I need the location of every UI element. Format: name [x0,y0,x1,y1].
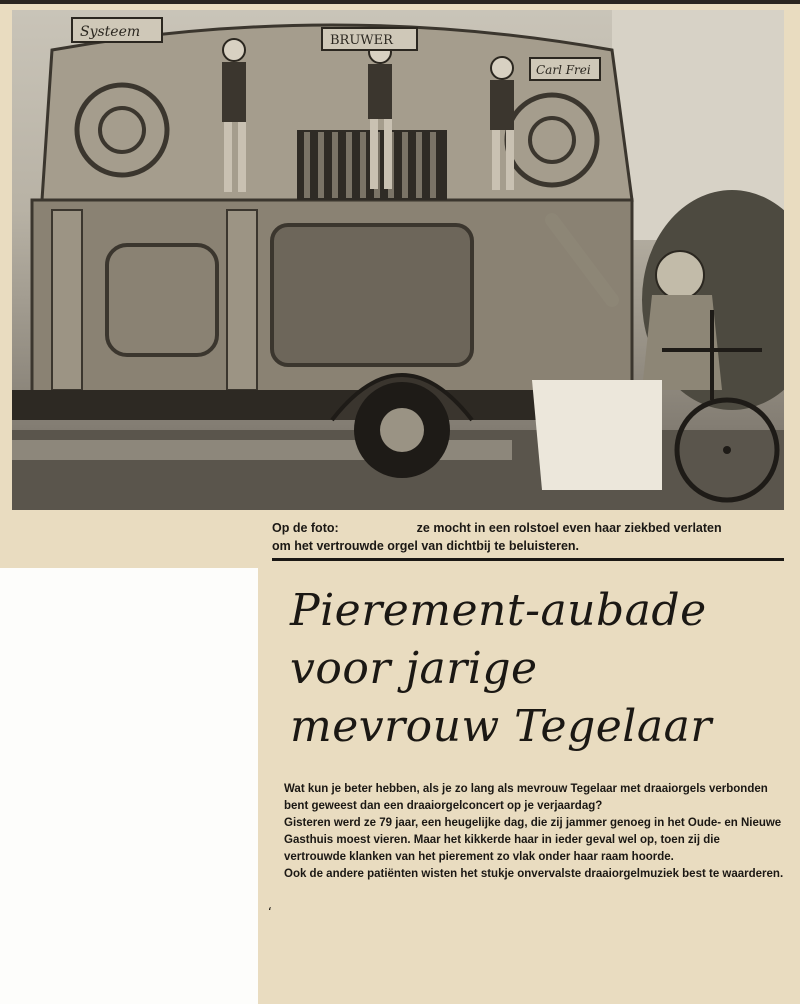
photo-barrel-organ [12,10,784,510]
caption-text-1: ze mocht in een rolstoel even haar ziekbed verlaten [416,521,722,535]
sign-right: Carl Frei [536,63,591,77]
caption-line-2: om het vertrouwde orgel van dichtbij te beluisteren. [272,539,580,553]
column-middle [227,210,257,390]
sign-center: BRUWER [330,33,393,48]
sign-left: Systeem [80,24,141,40]
blank-paper-area [0,568,258,1004]
divider-rule [272,558,784,561]
carved-panel-center [272,225,472,365]
caption-line-1 [272,519,782,537]
article-headline [290,582,780,756]
wheel-hub [380,408,424,452]
top-edge [0,0,800,4]
caption-label: Op de foto: [272,521,339,535]
article-body [284,781,784,883]
margin-mark: ʻ [268,905,272,919]
article-paragraph: Gisteren werd ze 79 jaar, een heugelijke dag, die zij jammer genoeg in het Oude- en Nieuwe Gasthuis moest vieren. Maar het kikkerde haar in ieder geval wel op, toen zij die vertrouwde klanken van het pierement zo vlak onder haar raam hoorde. [284,817,782,863]
headline-line-2: voor jarige [290,643,538,694]
headline-line-3: mevrouw Tegelaar [290,701,712,752]
column-left [52,210,82,390]
article-paragraph: Ook de andere patiënten wisten het stukje onvervalste draaiorgelmuziek best te waarderen. [284,868,784,880]
photo-illustration [12,10,784,510]
article-paragraph: Wat kun je beter hebben, als je zo lang als mevrouw Tegelaar met draaiorgels verbonden bent geweest dan een draaiorgelconcert op je verjaardag? [284,783,768,812]
photo-caption [272,519,782,555]
headline-line-1: Pierement-aubade [290,585,707,636]
